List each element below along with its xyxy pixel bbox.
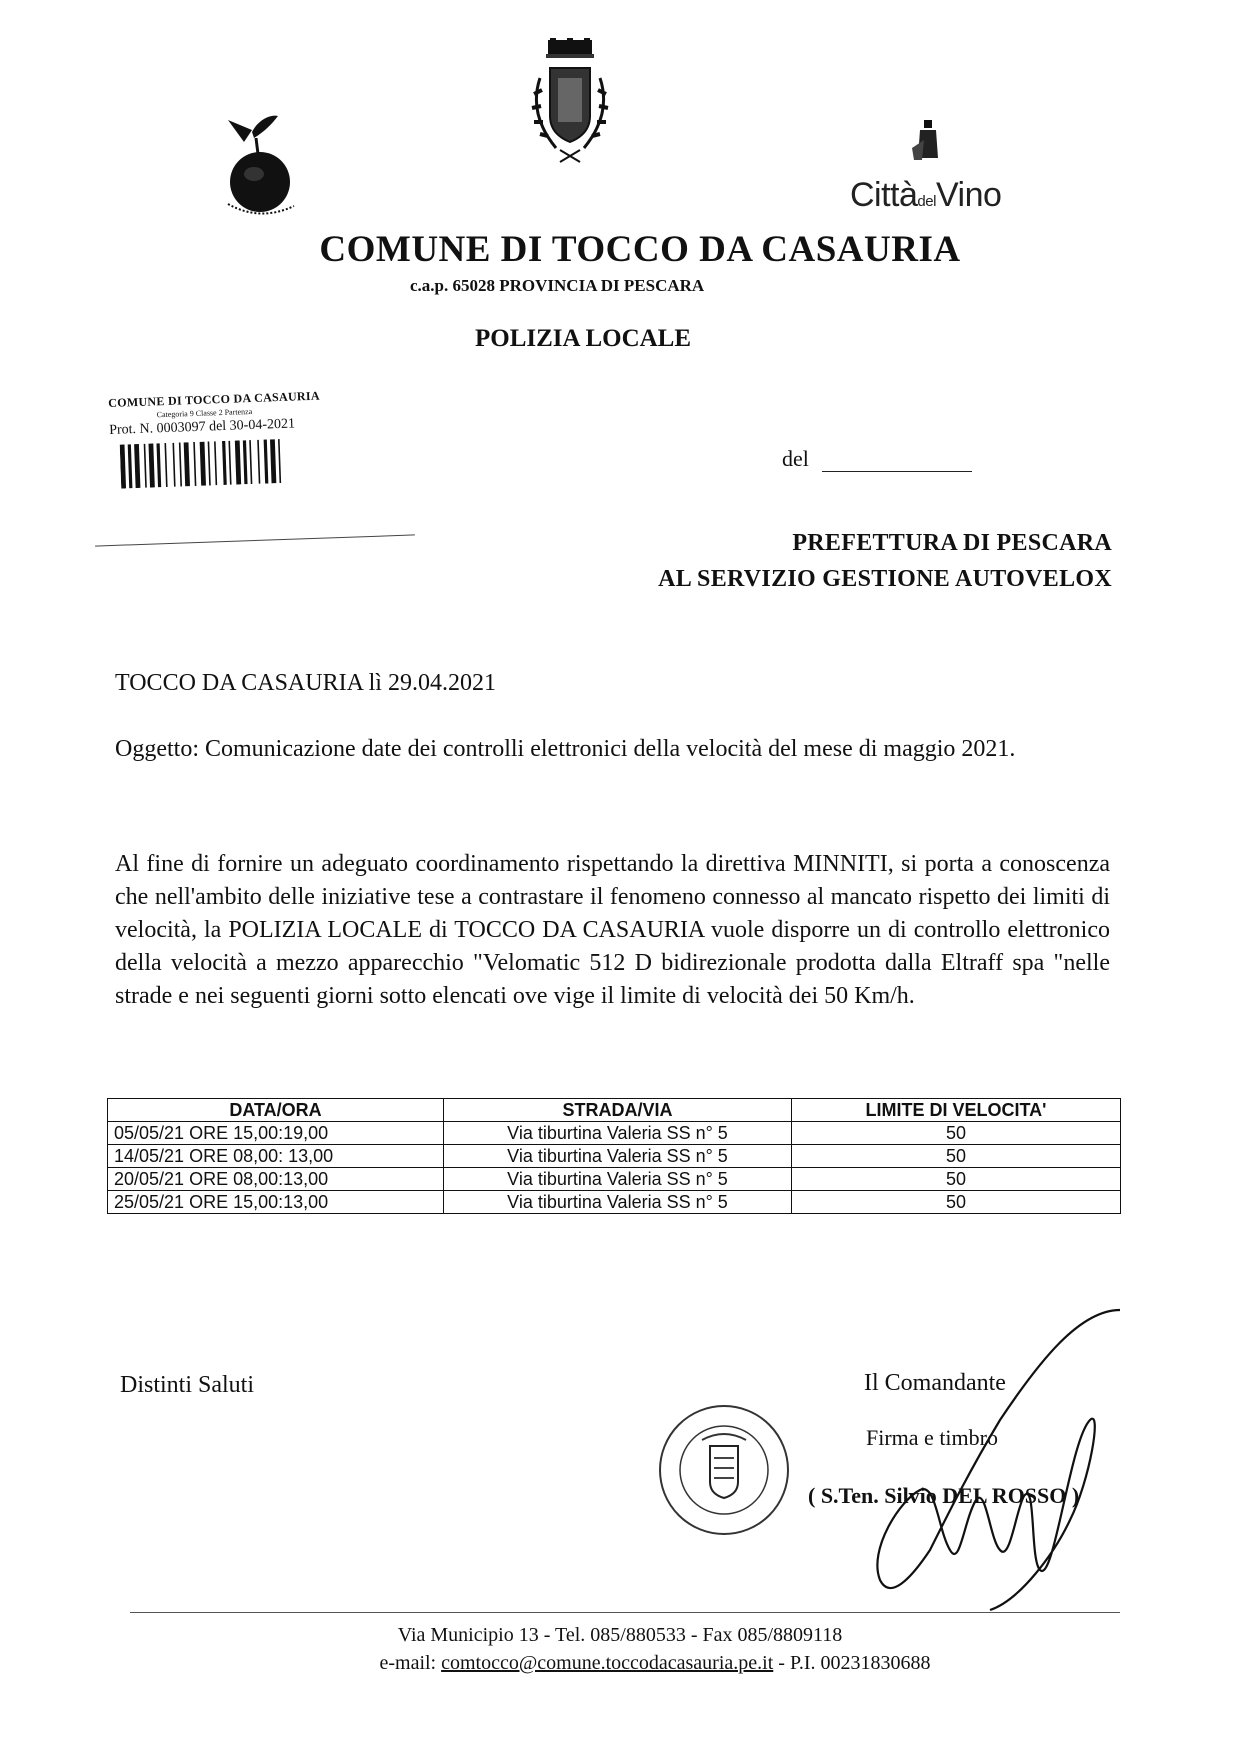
vat-number: - P.I. 00231830688 xyxy=(773,1652,931,1674)
cell-limit: 50 xyxy=(792,1191,1121,1214)
cell-date: 14/05/21 ORE 08,00: 13,00 xyxy=(108,1145,444,1168)
cell-limit: 50 xyxy=(792,1122,1121,1145)
table-row xyxy=(108,1168,1121,1191)
cell-street: Via tiburtina Valeria SS n° 5 xyxy=(444,1122,792,1145)
recipient-line-1: PREFETTURA DI PESCARA xyxy=(792,530,1112,556)
protocol-category: Categoria 9 Classe 2 Partenza xyxy=(156,406,253,420)
protocol-number: Prot. N. 0003097 del 30-04-2021 xyxy=(108,416,296,438)
closing-greeting: Distinti Saluti xyxy=(120,1372,255,1398)
wine-bottle-logo-icon xyxy=(908,118,948,164)
footer-divider xyxy=(130,1612,1120,1613)
cell-limit: 50 xyxy=(792,1145,1121,1168)
column-header-date: DATA/ORA xyxy=(108,1099,444,1122)
date-blank-line xyxy=(822,471,972,472)
body-paragraph: Al fine di fornire un adeguato coordinamento rispettando la direttiva MINNITI, si porta a conoscenza che nell'ambito delle iniziative tese a contrastare il fenomeno connesso al mancato rispetto dei limiti di velocità, la POLIZIA LOCALE di TOCCO DA CASAURIA vuole disporre un di controllo elettronico della velocità a mezzo apparecchio "Velomatic 512 D bidirezionale prodotta dalla Eltraff spa "nelle strade e nei seguenti giorni sotto elencati ove vige il limite di velocità dei 50 Km/h. xyxy=(115,851,1110,1009)
cell-date: 25/05/21 ORE 15,00:13,00 xyxy=(108,1191,444,1214)
signer-name: ( S.Ten. Silvio DEL ROSSO ) xyxy=(808,1483,1080,1508)
department-name: POLIZIA LOCALE xyxy=(475,325,692,352)
recipient-line-2: AL SERVIZIO GESTIONE AUTOVELOX xyxy=(658,566,1112,592)
signature-label: Firma e timbro xyxy=(866,1425,998,1450)
speed-control-table xyxy=(107,1098,1121,1214)
column-header-street: STRADA/VIA xyxy=(444,1099,792,1122)
cell-date: 20/05/21 ORE 08,00:13,00 xyxy=(108,1168,444,1191)
postal-code-province: c.a.p. 65028 PROVINCIA DI PESCARA xyxy=(410,276,705,295)
cell-limit: 50 xyxy=(792,1168,1121,1191)
protocol-stamp xyxy=(108,386,411,494)
column-header-limit: LIMITE DI VELOCITA' xyxy=(792,1099,1121,1122)
handwritten-signature-icon xyxy=(840,1300,1140,1620)
cell-street: Via tiburtina Valeria SS n° 5 xyxy=(444,1168,792,1191)
cell-street: Via tiburtina Valeria SS n° 5 xyxy=(444,1145,792,1168)
barcode-icon xyxy=(120,437,333,488)
table-row xyxy=(108,1122,1121,1145)
protocol-comune: COMUNE DI TOCCO DA CASAURIA xyxy=(108,388,321,410)
email-link[interactable]: comtocco@comune.toccodacasauria.pe.it xyxy=(441,1652,774,1674)
table-row xyxy=(108,1145,1121,1168)
signer-role: Il Comandante xyxy=(864,1370,1006,1396)
place-date: TOCCO DA CASAURIA lì 29.04.2021 xyxy=(115,670,496,696)
table-row xyxy=(108,1191,1121,1214)
footer-contact xyxy=(0,1652,1240,1675)
divider xyxy=(95,534,415,546)
olive-oil-logo-icon xyxy=(222,112,302,222)
official-stamp-icon xyxy=(656,1402,792,1538)
table-header-row xyxy=(108,1099,1121,1122)
email-label: e-mail: xyxy=(379,1652,442,1674)
subject: Oggetto: Comunicazione date dei controlli elettronici della velocità del mese di maggio 2021. xyxy=(115,736,1016,762)
footer-address: Via Municipio 13 - Tel. 085/880533 - Fax 085/8809118 xyxy=(397,1624,843,1646)
cell-street: Via tiburtina Valeria SS n° 5 xyxy=(444,1191,792,1214)
municipal-coat-of-arms-icon xyxy=(520,38,620,178)
page-title: COMUNE DI TOCCO DA CASAURIA xyxy=(319,229,961,270)
cell-date: 05/05/21 ORE 15,00:19,00 xyxy=(108,1122,444,1145)
citta-del-vino-logo: CittàdelVino xyxy=(850,176,1002,214)
del-label: del xyxy=(782,446,809,471)
